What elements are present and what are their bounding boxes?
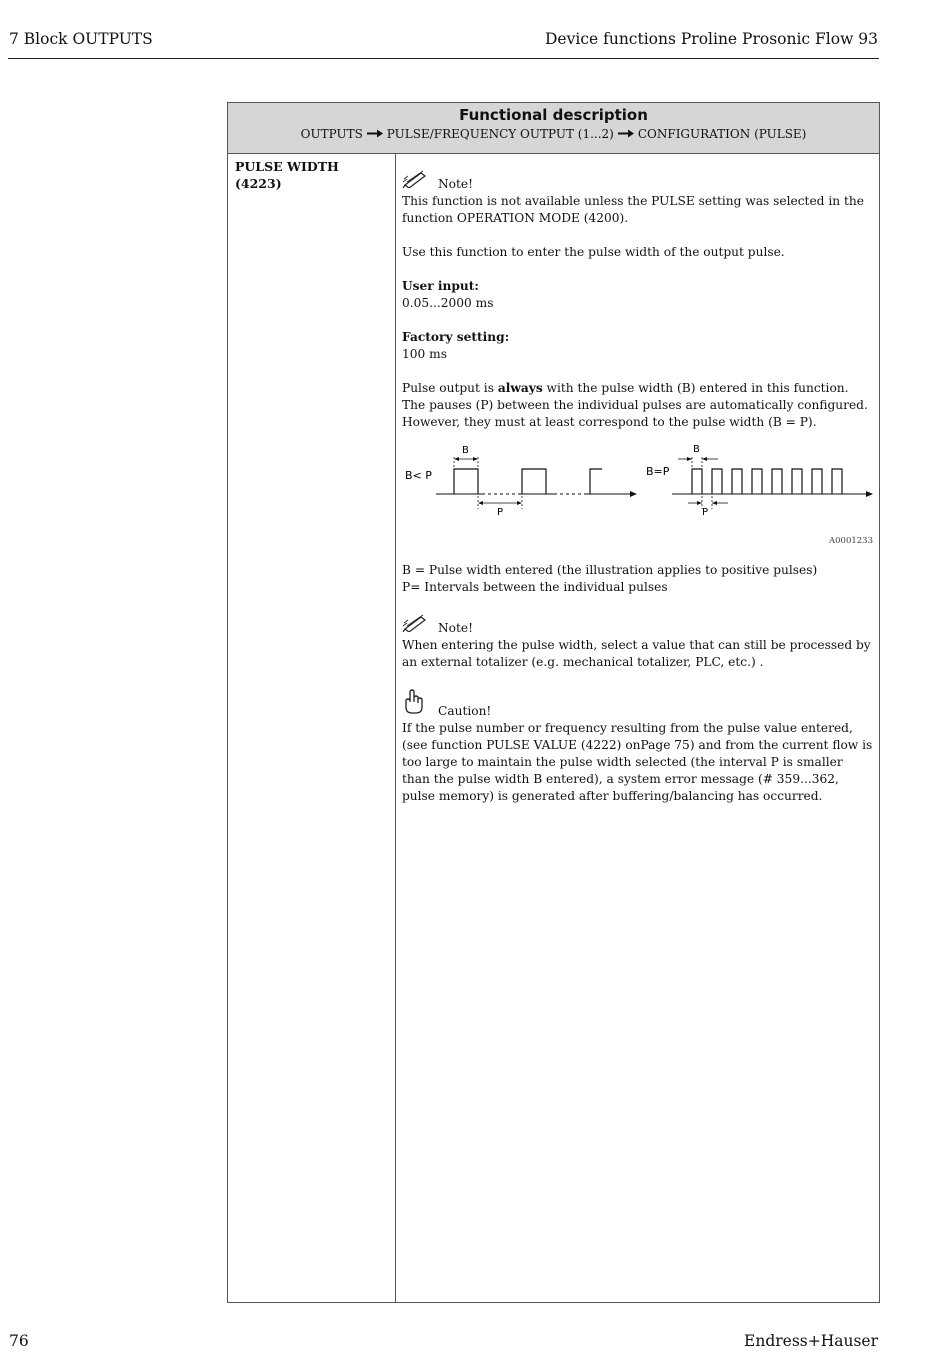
pulse-text-end: with the pulse width (B) entered in this function. The pauses (P) between the individual pulses are automatically configured. However, they must at least correspond to the pulse width (B = P). [402, 381, 868, 429]
pulse-diagram [402, 441, 873, 531]
pencil-note-icon [402, 170, 438, 193]
condition-label-left: B< P [405, 469, 432, 482]
p-label-left: P [497, 507, 504, 518]
arrow-right-icon [367, 127, 383, 141]
caution-text: If the pulse number or frequency resulting from the pulse value entered, (see function PULSE VALUE (4222) onPage 75) and from the current flow is too large to maintain the pulse width selected (the interval P is smaller than the pulse width B entered), a system error message (# 359...362, pulse memory) is generated after buffering/balancing has occurred. [402, 721, 873, 803]
arrow-right-icon [618, 127, 634, 141]
function-code: (4223) [235, 176, 282, 191]
factory-setting-value: 100 ms [402, 347, 447, 361]
hand-caution-icon [402, 689, 438, 720]
pulse-timing-figure [402, 441, 874, 531]
menu-path [228, 127, 879, 141]
note-label: Note! [438, 177, 474, 191]
section-header: 7 Block OUTPUTS [9, 30, 153, 48]
factory-setting-label: Factory setting: [402, 330, 510, 344]
caution-heading [402, 689, 873, 720]
function-name-label: PULSE WIDTH [235, 159, 339, 174]
function-name-column [228, 154, 396, 1302]
legend-b: B = Pulse width entered (the illustration applies to positive pulses) [402, 563, 818, 577]
table-title: Functional description [459, 106, 648, 124]
path-item-outputs: OUTPUTS [300, 127, 363, 141]
condition-label-right: B=P [646, 465, 670, 478]
functional-description-table [227, 102, 880, 1303]
function-name [228, 154, 395, 196]
user-input-label: User input: [402, 279, 479, 293]
intro-text: Use this function to enter the pulse width of the output pulse. [402, 245, 785, 259]
b-label-left: B [462, 445, 469, 456]
note-label-2: Note! [438, 621, 474, 635]
user-input-value: 0.05...2000 ms [402, 296, 494, 310]
p-label-right: P [702, 507, 709, 518]
path-item-pulse-frequency-output: PULSE/FREQUENCY OUTPUT (1...2) [386, 127, 614, 141]
note-heading-2 [402, 614, 873, 637]
pencil-note-icon [402, 614, 438, 637]
table-header [228, 103, 879, 154]
function-description-column [402, 154, 873, 805]
legend-p: P= Intervals between the individual pulses [402, 580, 668, 594]
note-text: This function is not available unless the PULSE setting was selected in the function OPERATION MODE (4200). [402, 194, 864, 225]
pulse-description [402, 380, 873, 431]
b-label-right: B [693, 444, 700, 455]
document-title: Device functions Proline Prosonic Flow 93 [545, 30, 878, 48]
note-text-2: When entering the pulse width, select a value that can still be processed by an external totalizer (e.g. mechanical totalizer, PLC, etc.) . [402, 638, 871, 669]
note-heading [402, 170, 873, 193]
page-number: 76 [9, 1332, 29, 1350]
pulse-text-emphasis: always [497, 381, 543, 395]
header-divider [8, 58, 879, 59]
path-item-configuration-pulse: CONFIGURATION (PULSE) [637, 127, 807, 141]
figure-id: A0001233 [829, 536, 873, 546]
pulse-text-start: Pulse output is [402, 381, 498, 395]
caution-label: Caution! [438, 704, 492, 718]
brand-name: Endress+Hauser [744, 1332, 878, 1350]
